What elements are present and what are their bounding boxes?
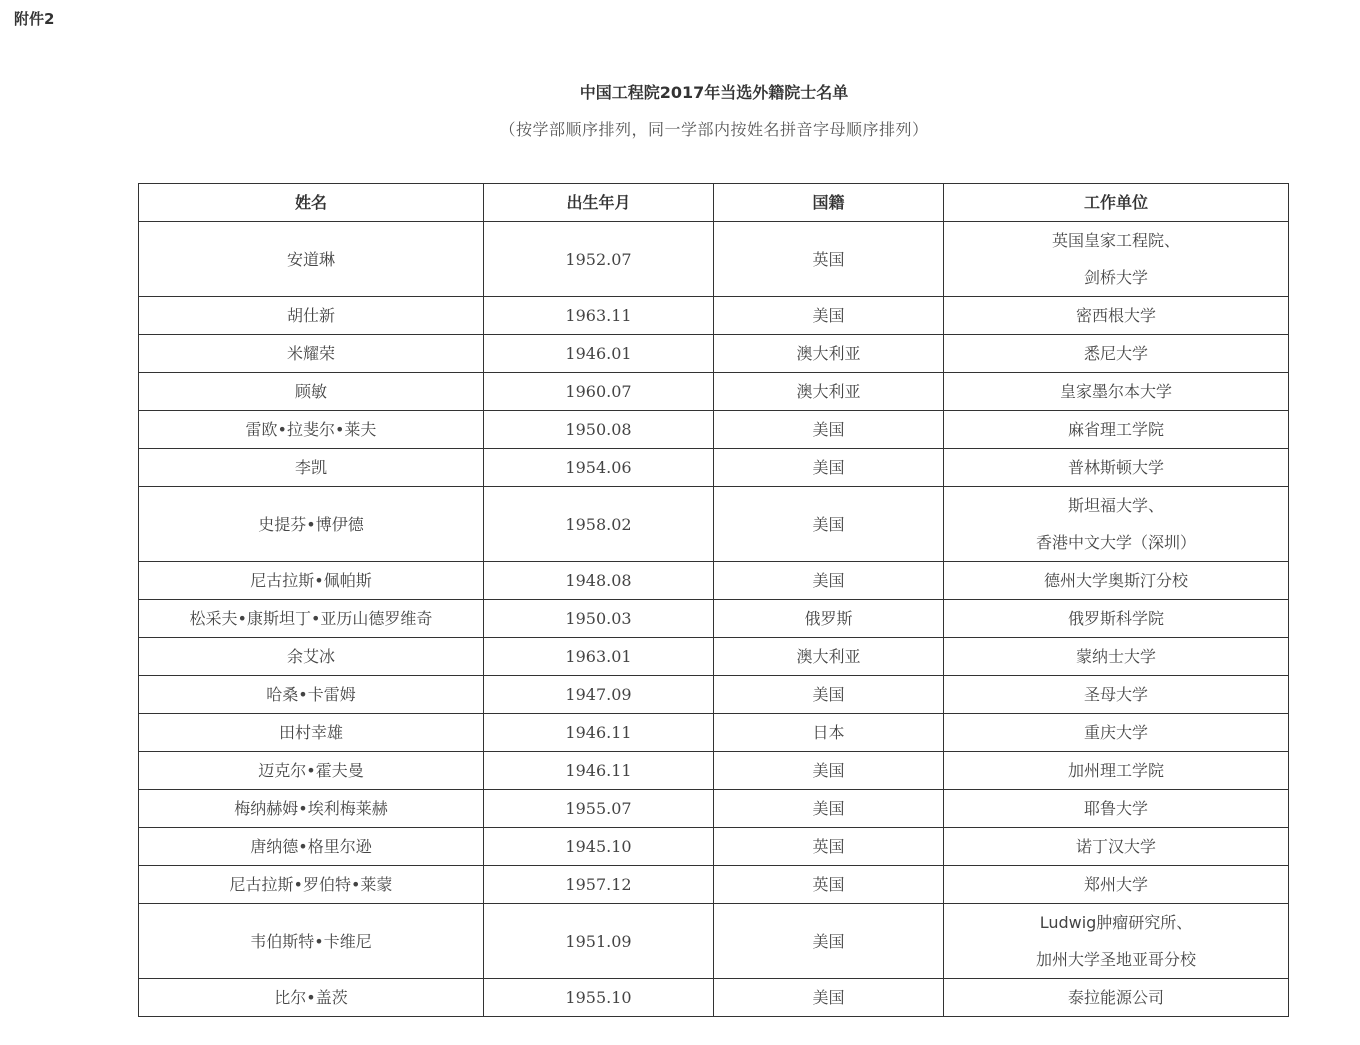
org-line: 皇家墨尔本大学: [1059, 382, 1172, 401]
cell-org: [944, 600, 1289, 638]
page-subtitle: （按学部顺序排列，同一学部内按姓名拼音字母顺序排列）: [499, 120, 929, 139]
table-row: [139, 335, 1289, 373]
cell-nationality: 美国: [714, 752, 944, 790]
cell-org: [944, 222, 1289, 297]
cell-org: [944, 449, 1289, 487]
cell-birth: 1947.09: [484, 676, 714, 714]
table-row: [139, 562, 1289, 600]
table-row: [139, 449, 1289, 487]
cell-org: [944, 790, 1289, 828]
cell-birth: 1955.07: [484, 790, 714, 828]
cell-nationality: 美国: [714, 904, 944, 979]
org-line: 悉尼大学: [1083, 344, 1148, 363]
cell-name: 哈桑•卡雷姆: [139, 676, 484, 714]
table-row: [139, 487, 1289, 562]
org-line: 圣母大学: [1083, 685, 1148, 704]
cell-birth: 1946.01: [484, 335, 714, 373]
cell-birth: 1955.10: [484, 979, 714, 1017]
table-row: [139, 373, 1289, 411]
cell-nationality: 俄罗斯: [714, 600, 944, 638]
cell-birth: 1948.08: [484, 562, 714, 600]
header-nationality: 国籍: [714, 184, 944, 222]
cell-org: [944, 714, 1289, 752]
table-row: [139, 222, 1289, 297]
cell-org: [944, 979, 1289, 1017]
cell-birth: 1954.06: [484, 449, 714, 487]
cell-name: 李凯: [139, 449, 484, 487]
cell-org: [944, 562, 1289, 600]
org-line: 英国皇家工程院、: [1051, 231, 1180, 250]
table-row: [139, 752, 1289, 790]
cell-name: 安道琳: [139, 222, 484, 297]
org-line: 香港中文大学（深圳）: [1035, 533, 1196, 552]
cell-name: 余艾冰: [139, 638, 484, 676]
org-line: 郑州大学: [1083, 875, 1148, 894]
cell-nationality: 美国: [714, 487, 944, 562]
cell-nationality: 澳大利亚: [714, 638, 944, 676]
cell-nationality: 美国: [714, 979, 944, 1017]
cell-birth: 1946.11: [484, 714, 714, 752]
cell-org: [944, 676, 1289, 714]
cell-name: 雷欧•拉斐尔•莱夫: [139, 411, 484, 449]
header-org: 工作单位: [944, 184, 1289, 222]
attachment-label: 附件2: [14, 10, 55, 28]
header-birth: 出生年月: [484, 184, 714, 222]
table-row: [139, 790, 1289, 828]
cell-birth: 1958.02: [484, 487, 714, 562]
cell-birth: 1950.08: [484, 411, 714, 449]
cell-name: 顾敏: [139, 373, 484, 411]
cell-org: [944, 373, 1289, 411]
table-row: [139, 676, 1289, 714]
cell-name: 松采夫•康斯坦丁•亚历山德罗维奇: [139, 600, 484, 638]
cell-org: [944, 487, 1289, 562]
cell-name: 尼古拉斯•佩帕斯: [139, 562, 484, 600]
table-row: [139, 828, 1289, 866]
table-row: [139, 714, 1289, 752]
cell-org: [944, 335, 1289, 373]
page-title: 中国工程院2017年当选外籍院士名单: [579, 83, 849, 102]
org-line: 重庆大学: [1083, 723, 1148, 742]
cell-org: [944, 866, 1289, 904]
cell-nationality: 澳大利亚: [714, 335, 944, 373]
org-line: 蒙纳士大学: [1075, 647, 1156, 666]
header-name: 姓名: [139, 184, 484, 222]
org-line: 诺丁汉大学: [1075, 837, 1156, 856]
cell-birth: 1950.03: [484, 600, 714, 638]
org-line: 麻省理工学院: [1067, 420, 1164, 439]
org-line: 剑桥大学: [1083, 268, 1148, 287]
table-row: [139, 411, 1289, 449]
org-line: 俄罗斯科学院: [1067, 609, 1164, 628]
org-line: 密西根大学: [1075, 306, 1156, 325]
org-line: 耶鲁大学: [1083, 799, 1148, 818]
cell-birth: 1945.10: [484, 828, 714, 866]
cell-org: [944, 828, 1289, 866]
cell-nationality: 日本: [714, 714, 944, 752]
cell-org: [944, 904, 1289, 979]
table-row: [139, 904, 1289, 979]
org-line: 加州理工学院: [1067, 761, 1164, 780]
cell-nationality: 美国: [714, 790, 944, 828]
table-row: [139, 638, 1289, 676]
cell-birth: 1960.07: [484, 373, 714, 411]
cell-org: [944, 411, 1289, 449]
org-line: 德州大学奥斯汀分校: [1043, 571, 1188, 590]
cell-nationality: 美国: [714, 449, 944, 487]
cell-name: 尼古拉斯•罗伯特•莱蒙: [139, 866, 484, 904]
cell-nationality: 英国: [714, 828, 944, 866]
cell-nationality: 美国: [714, 297, 944, 335]
cell-org: [944, 297, 1289, 335]
cell-birth: 1946.11: [484, 752, 714, 790]
cell-nationality: 美国: [714, 562, 944, 600]
cell-birth: 1952.07: [484, 222, 714, 297]
cell-name: 韦伯斯特•卡维尼: [139, 904, 484, 979]
cell-org: [944, 638, 1289, 676]
cell-name: 唐纳德•格里尔逊: [139, 828, 484, 866]
cell-birth: 1963.01: [484, 638, 714, 676]
table-row: [139, 600, 1289, 638]
cell-nationality: 英国: [714, 222, 944, 297]
cell-name: 米耀荣: [139, 335, 484, 373]
cell-nationality: 美国: [714, 411, 944, 449]
cell-name: 比尔•盖茨: [139, 979, 484, 1017]
table-header-row: [139, 184, 1289, 222]
cell-org: [944, 752, 1289, 790]
cell-nationality: 美国: [714, 676, 944, 714]
table-body: [139, 222, 1289, 1017]
cell-nationality: 澳大利亚: [714, 373, 944, 411]
cell-name: 梅纳赫姆•埃利梅莱赫: [139, 790, 484, 828]
org-line: 加州大学圣地亚哥分校: [1035, 950, 1196, 969]
cell-birth: 1957.12: [484, 866, 714, 904]
cell-name: 胡仕新: [139, 297, 484, 335]
org-line: 斯坦福大学、: [1067, 496, 1164, 515]
table-row: [139, 866, 1289, 904]
cell-name: 迈克尔•霍夫曼: [139, 752, 484, 790]
org-line: 普林斯顿大学: [1067, 458, 1164, 477]
table-row: [139, 979, 1289, 1017]
org-line: 泰拉能源公司: [1067, 988, 1164, 1007]
org-line: Ludwig肿瘤研究所、: [1039, 913, 1193, 932]
table-row: [139, 297, 1289, 335]
cell-name: 田村幸雄: [139, 714, 484, 752]
cell-birth: 1963.11: [484, 297, 714, 335]
cell-birth: 1951.09: [484, 904, 714, 979]
academician-table: [138, 183, 1289, 1017]
cell-name: 史提芬•博伊德: [139, 487, 484, 562]
cell-nationality: 英国: [714, 866, 944, 904]
